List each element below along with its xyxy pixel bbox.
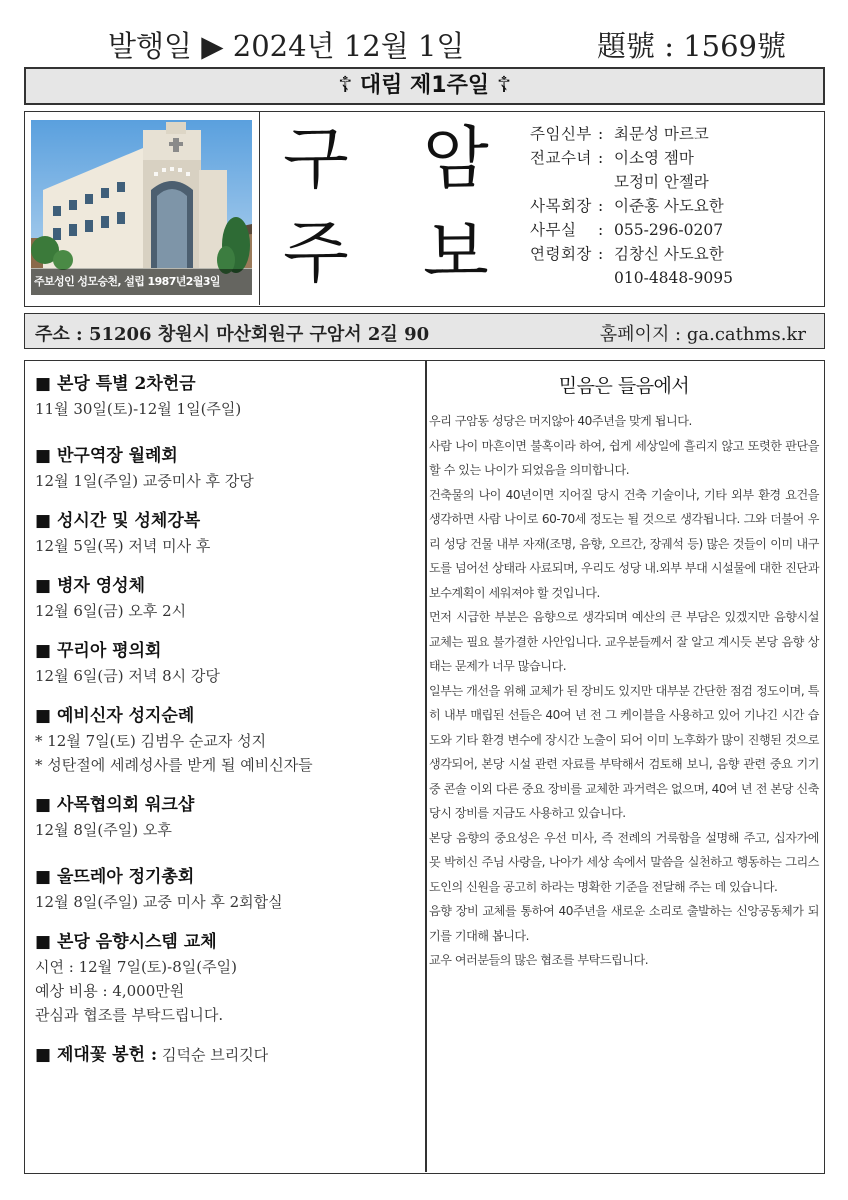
info-colon: : bbox=[598, 149, 604, 167]
notice-item bbox=[35, 792, 420, 842]
content-area bbox=[24, 360, 825, 1174]
church-photo bbox=[31, 120, 252, 295]
info-colon: : bbox=[598, 197, 604, 215]
title-char: 보 bbox=[423, 214, 489, 293]
notice-title-label: ■ 제대꽃 봉헌 : bbox=[35, 1045, 158, 1065]
notice-line: 12월 6일(금) 저녁 8시 강당 bbox=[35, 667, 220, 685]
notice-title: ■ 예비신자 성지순례 bbox=[35, 706, 195, 726]
homepage-text: 홈페이지 : ga.cathms.kr bbox=[599, 324, 806, 345]
masthead bbox=[24, 111, 825, 307]
notice-title: ■ 꾸리아 평의회 bbox=[35, 641, 162, 661]
essay-paragraph: 본당 음향의 중요성은 우선 미사, 즉 전례의 거룩함을 설명해 주고, 십자가에 못 박히신 주님 사랑을, 나아가 세상 속에서 말씀을 실천하고 행동하는 그리스도인의 신원을 공고히 하라는 명확한 기준을 전달해 주는 데 있습니다. bbox=[429, 830, 819, 894]
info-label: 사무실 bbox=[530, 221, 577, 239]
notice-line: 12월 1일(주일) 교중미사 후 강당 bbox=[35, 472, 254, 490]
notice-line: * 성탄절에 세례성사를 받게 될 예비신자들 bbox=[35, 756, 313, 774]
info-row-sister-2: 모정미 안젤라 bbox=[614, 173, 709, 191]
notice-item-altar-flowers bbox=[35, 1042, 420, 1068]
notice-item bbox=[35, 573, 420, 623]
parish-info bbox=[530, 122, 820, 290]
info-value: 이준홍 사도요한 bbox=[614, 197, 724, 215]
essay-title: 믿음은 들음에서 bbox=[558, 375, 690, 397]
notice-line: * 12월 7일(토) 김범우 순교자 성지 bbox=[35, 732, 267, 750]
notice-item bbox=[35, 703, 420, 777]
notice-line: 12월 6일(금) 오후 2시 bbox=[35, 602, 187, 620]
issue-line bbox=[24, 22, 824, 62]
notice-item bbox=[35, 638, 420, 688]
notice-line: 12월 8일(주일) 교중 미사 후 2회합실 bbox=[35, 893, 283, 911]
notice-title: ■ 본당 특별 2차헌금 bbox=[35, 374, 196, 394]
essay-paragraph: 일부는 개선을 위해 교체가 된 장비도 있지만 대부분 간단한 점검 정도이며, 특히 내부 매립된 선들은 40여 년 전 그 케이블을 사용하고 있어 기나긴 시간 습도와 기타 환경 변수에 장시간 노출이 되어 이미 노후화가 많이 진행된 것으로 생각되어, 본당 시설 관련 자료를 부탁해서 검토해 보니, 음향 관련 중요 기기 중 콘솔 이외 다른 중요 장비를 교체한 과거력은 없으며, 40여 년 전 본당 신축 당시 장비를 지금도 사용하고 있습니다. bbox=[429, 683, 819, 820]
notice-inline-value: 김덕순 브리깃다 bbox=[157, 1046, 269, 1064]
notice-line: 12월 5일(목) 저녁 미사 후 bbox=[35, 537, 211, 555]
title-char: 구 bbox=[283, 120, 349, 199]
info-value: 이소영 젬마 bbox=[614, 149, 694, 167]
notices-column bbox=[35, 371, 420, 1083]
notice-title: ■ 사목협의회 워크샵 bbox=[35, 795, 195, 815]
notice-line: 12월 8일(주일) 오후 bbox=[35, 821, 172, 839]
issue-date: 발행일 ▶ 2024년 12월 1일 bbox=[108, 29, 465, 63]
notice-item bbox=[35, 371, 420, 421]
info-colon: : bbox=[598, 245, 604, 263]
bulletin-title bbox=[283, 116, 533, 302]
notice-item bbox=[35, 864, 420, 914]
info-label: 사목회장 bbox=[530, 197, 592, 215]
notice-line: 관심과 협조를 부탁드립니다. bbox=[35, 1006, 224, 1024]
info-row-office bbox=[530, 218, 820, 242]
essay-column bbox=[429, 371, 819, 973]
info-label: 주임신부 bbox=[530, 125, 592, 143]
week-title: ☦ 대림 제1주일 ☦ bbox=[337, 73, 512, 98]
essay-paragraph: 우리 구암동 성당은 머지않아 40주년을 맞게 됩니다. bbox=[429, 414, 692, 428]
notice-line: 예상 비용 : 4,000만원 bbox=[35, 982, 185, 1000]
info-colon: : bbox=[598, 221, 604, 239]
info-label: 연령회장 bbox=[530, 245, 592, 263]
notice-item bbox=[35, 929, 420, 1027]
essay-paragraph: 먼저 시급한 부분은 음향으로 생각되며 예산의 큰 부담은 있겠지만 음향시설 교체는 필요 불가결한 사안입니다. 교우분들께서 잘 알고 계시듯 본당 음향 상태는 문제가 너무 많습니다. bbox=[429, 610, 819, 673]
photo-caption: 주보성인 성모승천, 설립 1987년2월3일 bbox=[31, 269, 252, 295]
info-row-funeral-phone: 010-4848-9095 bbox=[614, 269, 733, 287]
notice-title: ■ 반구역장 월례회 bbox=[35, 446, 178, 466]
notice-line: 시연 : 12월 7일(토)-8일(주일) bbox=[35, 958, 237, 976]
notice-title: ■ 성시간 및 성체강복 bbox=[35, 511, 201, 531]
info-value: 김창신 사도요한 bbox=[614, 245, 724, 263]
info-label: 전교수녀 bbox=[530, 149, 592, 167]
info-row-council-president bbox=[530, 194, 820, 218]
essay-paragraph: 교우 여러분들의 많은 협조를 부탁드립니다. bbox=[429, 953, 649, 967]
info-row-sister bbox=[530, 146, 820, 170]
notice-title: ■ 본당 음향시스템 교체 bbox=[35, 932, 217, 952]
essay-paragraph: 건축물의 나이 40년이면 지어질 당시 건축 기술이나, 기타 외부 환경 요건을 생각하면 사람 나이로 60-70세 정도는 될 것으로 생각됩니다. 그와 더불어 우리 성당 건물 내부 자재(조명, 음향, 오르간, 장궤석 등) 많은 것들이 이미 내구도를 넘어선 상태라 사료되며, 우리도 성당 내.외부 부대 시설물에 대한 진단과 보수계획이 세워져야 할 것입니다. bbox=[429, 487, 819, 600]
church-photo-frame bbox=[25, 112, 260, 305]
address-bar bbox=[24, 313, 825, 349]
week-title-bar bbox=[24, 67, 825, 105]
info-value: 최문성 마르코 bbox=[614, 125, 709, 143]
address-text: 주소 : 51206 창원시 마산회원구 구암서 2길 90 bbox=[35, 324, 430, 345]
notice-title bbox=[35, 1042, 420, 1068]
essay-paragraph: 음향 장비 교체를 통하여 40주년을 새로운 소리로 출발하는 신앙공동체가 되기를 기대해 봅니다. bbox=[429, 904, 819, 943]
column-divider bbox=[425, 361, 427, 1172]
essay-body bbox=[429, 409, 819, 973]
issue-number: 題號 : 1569號 bbox=[596, 29, 786, 63]
info-row-pastor bbox=[530, 122, 820, 146]
notice-item bbox=[35, 443, 420, 493]
notice-line: 11월 30일(토)-12월 1일(주일) bbox=[35, 400, 242, 418]
notice-title: ■ 병자 영성체 bbox=[35, 576, 146, 596]
notice-item bbox=[35, 508, 420, 558]
notice-title: ■ 울뜨레아 정기총회 bbox=[35, 867, 195, 887]
essay-paragraph: 사람 나이 마흔이면 불혹이라 하여, 쉽게 세상일에 흘리지 않고 또렷한 판단을 할 수 있는 나이가 되었음을 의미합니다. bbox=[429, 438, 819, 477]
title-char: 주 bbox=[283, 214, 349, 293]
info-colon: : bbox=[598, 125, 604, 143]
title-char: 암 bbox=[423, 120, 489, 199]
info-value: 055-296-0207 bbox=[614, 221, 724, 239]
info-row-funeral-president bbox=[530, 242, 820, 266]
